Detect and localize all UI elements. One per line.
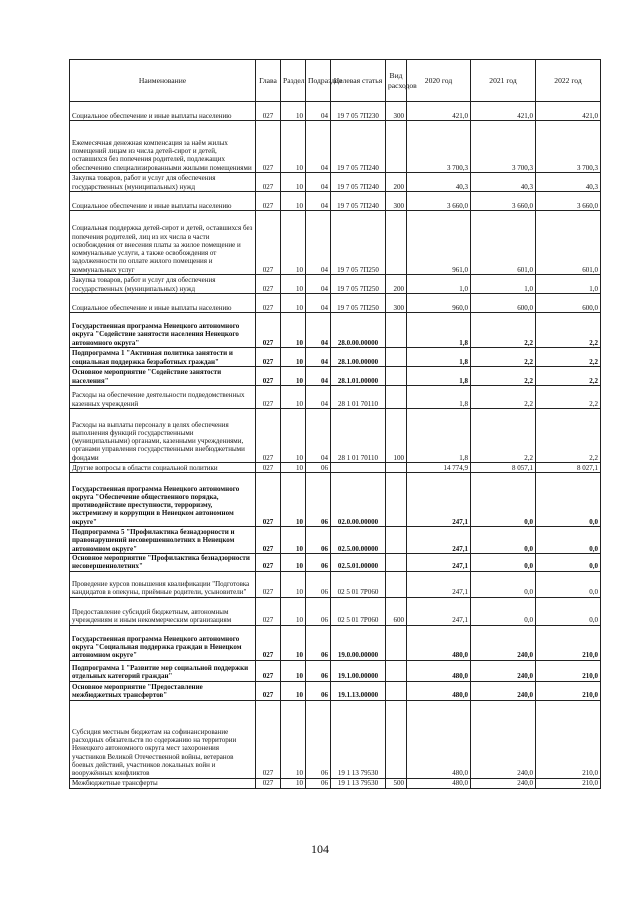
cell-name: Государственная программа Ненецкого автономного округа "Содействие занятости населения Ненецкого автономного округа" [70,313,256,348]
table-row [70,294,601,313]
cell-glava: 027 [256,275,281,294]
cell-2022: 3 700,3 [536,121,601,173]
header-article: Целевая статья [331,60,386,102]
cell-razdel: 10 [281,571,306,597]
cell-2020: 480,0 [407,625,471,660]
cell-podrazdel: 04 [306,367,331,386]
cell-razdel: 10 [281,121,306,173]
cell-2021: 240,0 [471,625,536,660]
cell-name: Закупка товаров, работ и услуг для обеспечения государственных (муниципальных) нужд [70,173,256,192]
cell-name: Основное мероприятие "Содействие занятости населения" [70,367,256,386]
cell-article: 19 7 05 7П250 [331,275,386,294]
cell-2022: 210,0 [536,700,601,778]
table-row [70,173,601,192]
cell-podrazdel: 06 [306,473,331,527]
cell-glava: 027 [256,681,281,700]
cell-podrazdel: 06 [306,571,331,597]
cell-name: Проведение курсов повышения квалификации "Подготовка кандидатов в опекуны, приёмные родители, усыновители" [70,571,256,597]
cell-2020: 40,3 [407,173,471,192]
cell-name: Социальное обеспечение и иные выплаты населению [70,102,256,121]
cell-2020: 1,8 [407,386,471,409]
cell-name: Межбюджетные трансферты [70,778,256,788]
cell-2022: 210,0 [536,660,601,681]
cell-podrazdel: 04 [306,409,331,463]
cell-razdel: 10 [281,681,306,700]
cell-podrazdel: 04 [306,348,331,367]
cell-vid [386,121,407,173]
cell-2021: 8 057,1 [471,463,536,473]
cell-2020: 247,1 [407,527,471,554]
cell-2020: 1,0 [407,275,471,294]
cell-vid [386,211,407,275]
cell-2022: 600,0 [536,294,601,313]
header-podrazdel: Подраздел [306,60,331,102]
cell-name: Социальная поддержка детей-сирот и детей, оставшихся без попечения родителей, лиц из их числа в части освобождения от внесения платы за жилое помещение и коммунальные услуги, а также освобождения от задолженности по оплате жилого помещения и коммунальных услуг [70,211,256,275]
cell-2020: 3 660,0 [407,192,471,211]
cell-podrazdel: 06 [306,625,331,660]
cell-name: Предоставление субсидий бюджетным, автономным учреждениям и иным некоммерческим организациям [70,597,256,625]
cell-razdel: 10 [281,348,306,367]
cell-razdel: 10 [281,294,306,313]
cell-article: 19 7 05 7П240 [331,121,386,173]
cell-podrazdel: 06 [306,554,331,572]
cell-article: 19 7 05 7П250 [331,211,386,275]
cell-podrazdel: 04 [306,211,331,275]
cell-article: 19 7 05 7П250 [331,294,386,313]
cell-podrazdel: 04 [306,192,331,211]
cell-podrazdel: 04 [306,173,331,192]
cell-razdel: 10 [281,192,306,211]
header-2022: 2022 год [536,60,601,102]
cell-2021: 240,0 [471,778,536,788]
cell-name: Подпрограмма 1 "Развитие мер социальной поддержки отдельных категорий граждан" [70,660,256,681]
cell-vid [386,386,407,409]
cell-2021: 40,3 [471,173,536,192]
cell-glava: 027 [256,173,281,192]
cell-razdel: 10 [281,211,306,275]
cell-article [331,463,386,473]
cell-name: Расходы на обеспечение деятельности подведомственных казенных учреждений [70,386,256,409]
table-row [70,192,601,211]
cell-razdel: 10 [281,313,306,348]
cell-vid [386,348,407,367]
cell-glava: 027 [256,463,281,473]
cell-glava: 027 [256,294,281,313]
cell-razdel: 10 [281,700,306,778]
cell-2020: 1,8 [407,313,471,348]
table-row [70,473,601,527]
cell-2020: 480,0 [407,681,471,700]
cell-2021: 3 700,3 [471,121,536,173]
cell-glava: 027 [256,348,281,367]
cell-2020: 480,0 [407,660,471,681]
header-2021: 2021 год [471,60,536,102]
cell-2022: 40,3 [536,173,601,192]
cell-2020: 960,0 [407,294,471,313]
table-body [70,102,601,789]
cell-2020: 480,0 [407,700,471,778]
cell-vid [386,681,407,700]
cell-glava: 027 [256,660,281,681]
cell-2021: 1,0 [471,275,536,294]
cell-2022: 601,0 [536,211,601,275]
cell-glava: 027 [256,778,281,788]
cell-article: 02 5 01 7Р060 [331,597,386,625]
cell-2022: 2,2 [536,313,601,348]
cell-2021: 240,0 [471,681,536,700]
table-row [70,102,601,121]
cell-2020: 1,8 [407,348,471,367]
cell-glava: 027 [256,625,281,660]
cell-name: Подпрограмма 1 "Активная политика занятости и социальная поддержка безработных граждан" [70,348,256,367]
cell-2021: 240,0 [471,700,536,778]
cell-name: Закупка товаров, работ и услуг для обеспечения государственных (муниципальных) нужд [70,275,256,294]
cell-2020: 14 774,9 [407,463,471,473]
cell-name: Социальное обеспечение и иные выплаты населению [70,294,256,313]
cell-2022: 0,0 [536,527,601,554]
cell-vid [386,463,407,473]
cell-vid [386,313,407,348]
cell-podrazdel: 06 [306,681,331,700]
cell-glava: 027 [256,597,281,625]
cell-2021: 2,2 [471,367,536,386]
table-row [70,681,601,700]
cell-name: Основное мероприятие "Профилактика безнадзорности несовершеннолетних" [70,554,256,572]
table-row [70,386,601,409]
cell-razdel: 10 [281,778,306,788]
cell-2020: 247,1 [407,597,471,625]
table-row [70,211,601,275]
cell-article: 19 7 05 7П240 [331,173,386,192]
cell-vid: 300 [386,192,407,211]
table-row [70,121,601,173]
table-row [70,778,601,788]
cell-2022: 8 027,1 [536,463,601,473]
cell-vid [386,625,407,660]
cell-podrazdel: 06 [306,700,331,778]
cell-podrazdel: 06 [306,527,331,554]
cell-podrazdel: 04 [306,294,331,313]
cell-glava: 027 [256,211,281,275]
cell-podrazdel: 06 [306,463,331,473]
cell-glava: 027 [256,121,281,173]
cell-2020: 1,8 [407,409,471,463]
cell-glava: 027 [256,571,281,597]
cell-2021: 0,0 [471,597,536,625]
cell-article: 28 1 01 70110 [331,386,386,409]
cell-razdel: 10 [281,386,306,409]
cell-2020: 3 700,3 [407,121,471,173]
cell-article: 02.5.01.00000 [331,554,386,572]
cell-name: Ежемесячная денежная компенсация за наём жилых помещений лицам из числа детей-сирот и детей, оставшихся без попечения родителей, подлежащих обеспечению специализированными жилыми помещениями [70,121,256,173]
cell-2021: 0,0 [471,527,536,554]
cell-vid [386,660,407,681]
cell-vid: 200 [386,173,407,192]
cell-razdel: 10 [281,275,306,294]
cell-article: 19 7 05 7П230 [331,102,386,121]
header-2020: 2020 год [407,60,471,102]
header-glava: Глава [256,60,281,102]
cell-podrazdel: 04 [306,386,331,409]
cell-article: 19.0.00.00000 [331,625,386,660]
cell-2020: 961,0 [407,211,471,275]
header-razdel: Раздел [281,60,306,102]
cell-name: Подпрограмма 5 "Профилактика безнадзорности и правонарушений несовершеннолетних в Ненецком автономном округе" [70,527,256,554]
cell-glava: 027 [256,554,281,572]
cell-razdel: 10 [281,625,306,660]
cell-2021: 2,2 [471,386,536,409]
cell-2022: 2,2 [536,348,601,367]
cell-2022: 210,0 [536,625,601,660]
cell-razdel: 10 [281,597,306,625]
cell-vid [386,527,407,554]
table-row [70,625,601,660]
table-row [70,409,601,463]
cell-razdel: 10 [281,463,306,473]
cell-podrazdel: 06 [306,660,331,681]
cell-article: 28.1.01.00000 [331,367,386,386]
cell-2020: 247,1 [407,473,471,527]
cell-article: 02.5.00.00000 [331,527,386,554]
cell-vid [386,367,407,386]
cell-article: 28 1 01 70110 [331,409,386,463]
cell-name: Государственная программа Ненецкого автономного округа "Социальная поддержка граждан в Ненецком автономном округе" [70,625,256,660]
table-header-row [70,60,601,102]
cell-article: 02.0.00.00000 [331,473,386,527]
cell-2020: 1,8 [407,367,471,386]
cell-razdel: 10 [281,102,306,121]
table-row [70,348,601,367]
cell-article: 28.1.00.00000 [331,348,386,367]
table-row [70,660,601,681]
cell-2022: 2,2 [536,367,601,386]
cell-razdel: 10 [281,554,306,572]
cell-vid: 600 [386,597,407,625]
cell-2022: 0,0 [536,571,601,597]
cell-vid [386,700,407,778]
cell-article: 19 7 05 7П240 [331,192,386,211]
cell-vid [386,473,407,527]
cell-glava: 027 [256,409,281,463]
cell-podrazdel: 06 [306,778,331,788]
cell-glava: 027 [256,527,281,554]
cell-2021: 240,0 [471,660,536,681]
cell-article: 02 5 01 7Р060 [331,571,386,597]
cell-2022: 210,0 [536,681,601,700]
cell-name: Основное мероприятие "Предоставление межбюджетных трансфертов" [70,681,256,700]
cell-razdel: 10 [281,173,306,192]
cell-glava: 027 [256,367,281,386]
cell-2021: 2,2 [471,313,536,348]
table-row [70,275,601,294]
cell-vid: 500 [386,778,407,788]
cell-2022: 1,0 [536,275,601,294]
cell-2021: 3 660,0 [471,192,536,211]
cell-podrazdel: 04 [306,121,331,173]
cell-article: 19.1.00.00000 [331,660,386,681]
cell-2022: 3 660,0 [536,192,601,211]
cell-glava: 027 [256,313,281,348]
cell-razdel: 10 [281,367,306,386]
cell-razdel: 10 [281,409,306,463]
cell-2022: 421,0 [536,102,601,121]
cell-name: Расходы на выплаты персоналу в целях обеспечения выполнения функций государственными (муниципальными) органами, казенными учреждениями, органами управления государственными внебюджетными фондами [70,409,256,463]
table-row [70,597,601,625]
cell-vid [386,571,407,597]
cell-2021: 421,0 [471,102,536,121]
cell-podrazdel: 04 [306,102,331,121]
page-number: 104 [311,842,329,856]
cell-2021: 0,0 [471,554,536,572]
cell-podrazdel: 04 [306,313,331,348]
cell-razdel: 10 [281,527,306,554]
cell-2022: 2,2 [536,409,601,463]
cell-glava: 027 [256,192,281,211]
cell-glava: 027 [256,386,281,409]
table-row [70,367,601,386]
cell-name: Социальное обеспечение и иные выплаты населению [70,192,256,211]
cell-2022: 0,0 [536,554,601,572]
cell-vid [386,554,407,572]
cell-vid: 200 [386,275,407,294]
cell-glava: 027 [256,102,281,121]
table-row [70,313,601,348]
cell-2021: 2,2 [471,348,536,367]
cell-razdel: 10 [281,473,306,527]
cell-2021: 0,0 [471,571,536,597]
cell-2022: 210,0 [536,778,601,788]
cell-name: Другие вопросы в области социальной политики [70,463,256,473]
cell-name: Государственная программа Ненецкого автономного округа "Обеспечение общественного порядка, противодействие преступности, терроризму, экстремизму и коррупции в Ненецком автономном округе" [70,473,256,527]
table-row [70,700,601,778]
cell-vid: 300 [386,102,407,121]
cell-vid: 300 [386,294,407,313]
table-row [70,554,601,572]
cell-article: 19 1 13 79530 [331,700,386,778]
cell-glava: 027 [256,473,281,527]
cell-2021: 0,0 [471,473,536,527]
cell-article: 19.1.13.00000 [331,681,386,700]
cell-2022: 0,0 [536,597,601,625]
table-row [70,527,601,554]
cell-2020: 247,1 [407,554,471,572]
table-row [70,571,601,597]
header-vid: Вид расходов [386,60,407,102]
cell-2021: 600,0 [471,294,536,313]
cell-glava: 027 [256,700,281,778]
cell-2022: 2,2 [536,386,601,409]
table-row [70,463,601,473]
cell-2020: 421,0 [407,102,471,121]
cell-vid: 100 [386,409,407,463]
cell-article: 19 1 13 79530 [331,778,386,788]
cell-2020: 247,1 [407,571,471,597]
cell-podrazdel: 04 [306,275,331,294]
header-name: Наименование [70,60,256,102]
cell-2020: 480,0 [407,778,471,788]
cell-podrazdel: 06 [306,597,331,625]
cell-razdel: 10 [281,660,306,681]
budget-table [69,59,601,789]
cell-2021: 601,0 [471,211,536,275]
cell-article: 28.0.00.00000 [331,313,386,348]
cell-2021: 2,2 [471,409,536,463]
cell-name: Субсидия местным бюджетам на софинансирование расходных обязательств по содержанию на территории Ненецкого автономного округа мест захоронения участников Великой Отечественной войны, ветеранов боевых действий, участников локальных войн и вооружённых конфликтов [70,700,256,778]
cell-2022: 0,0 [536,473,601,527]
